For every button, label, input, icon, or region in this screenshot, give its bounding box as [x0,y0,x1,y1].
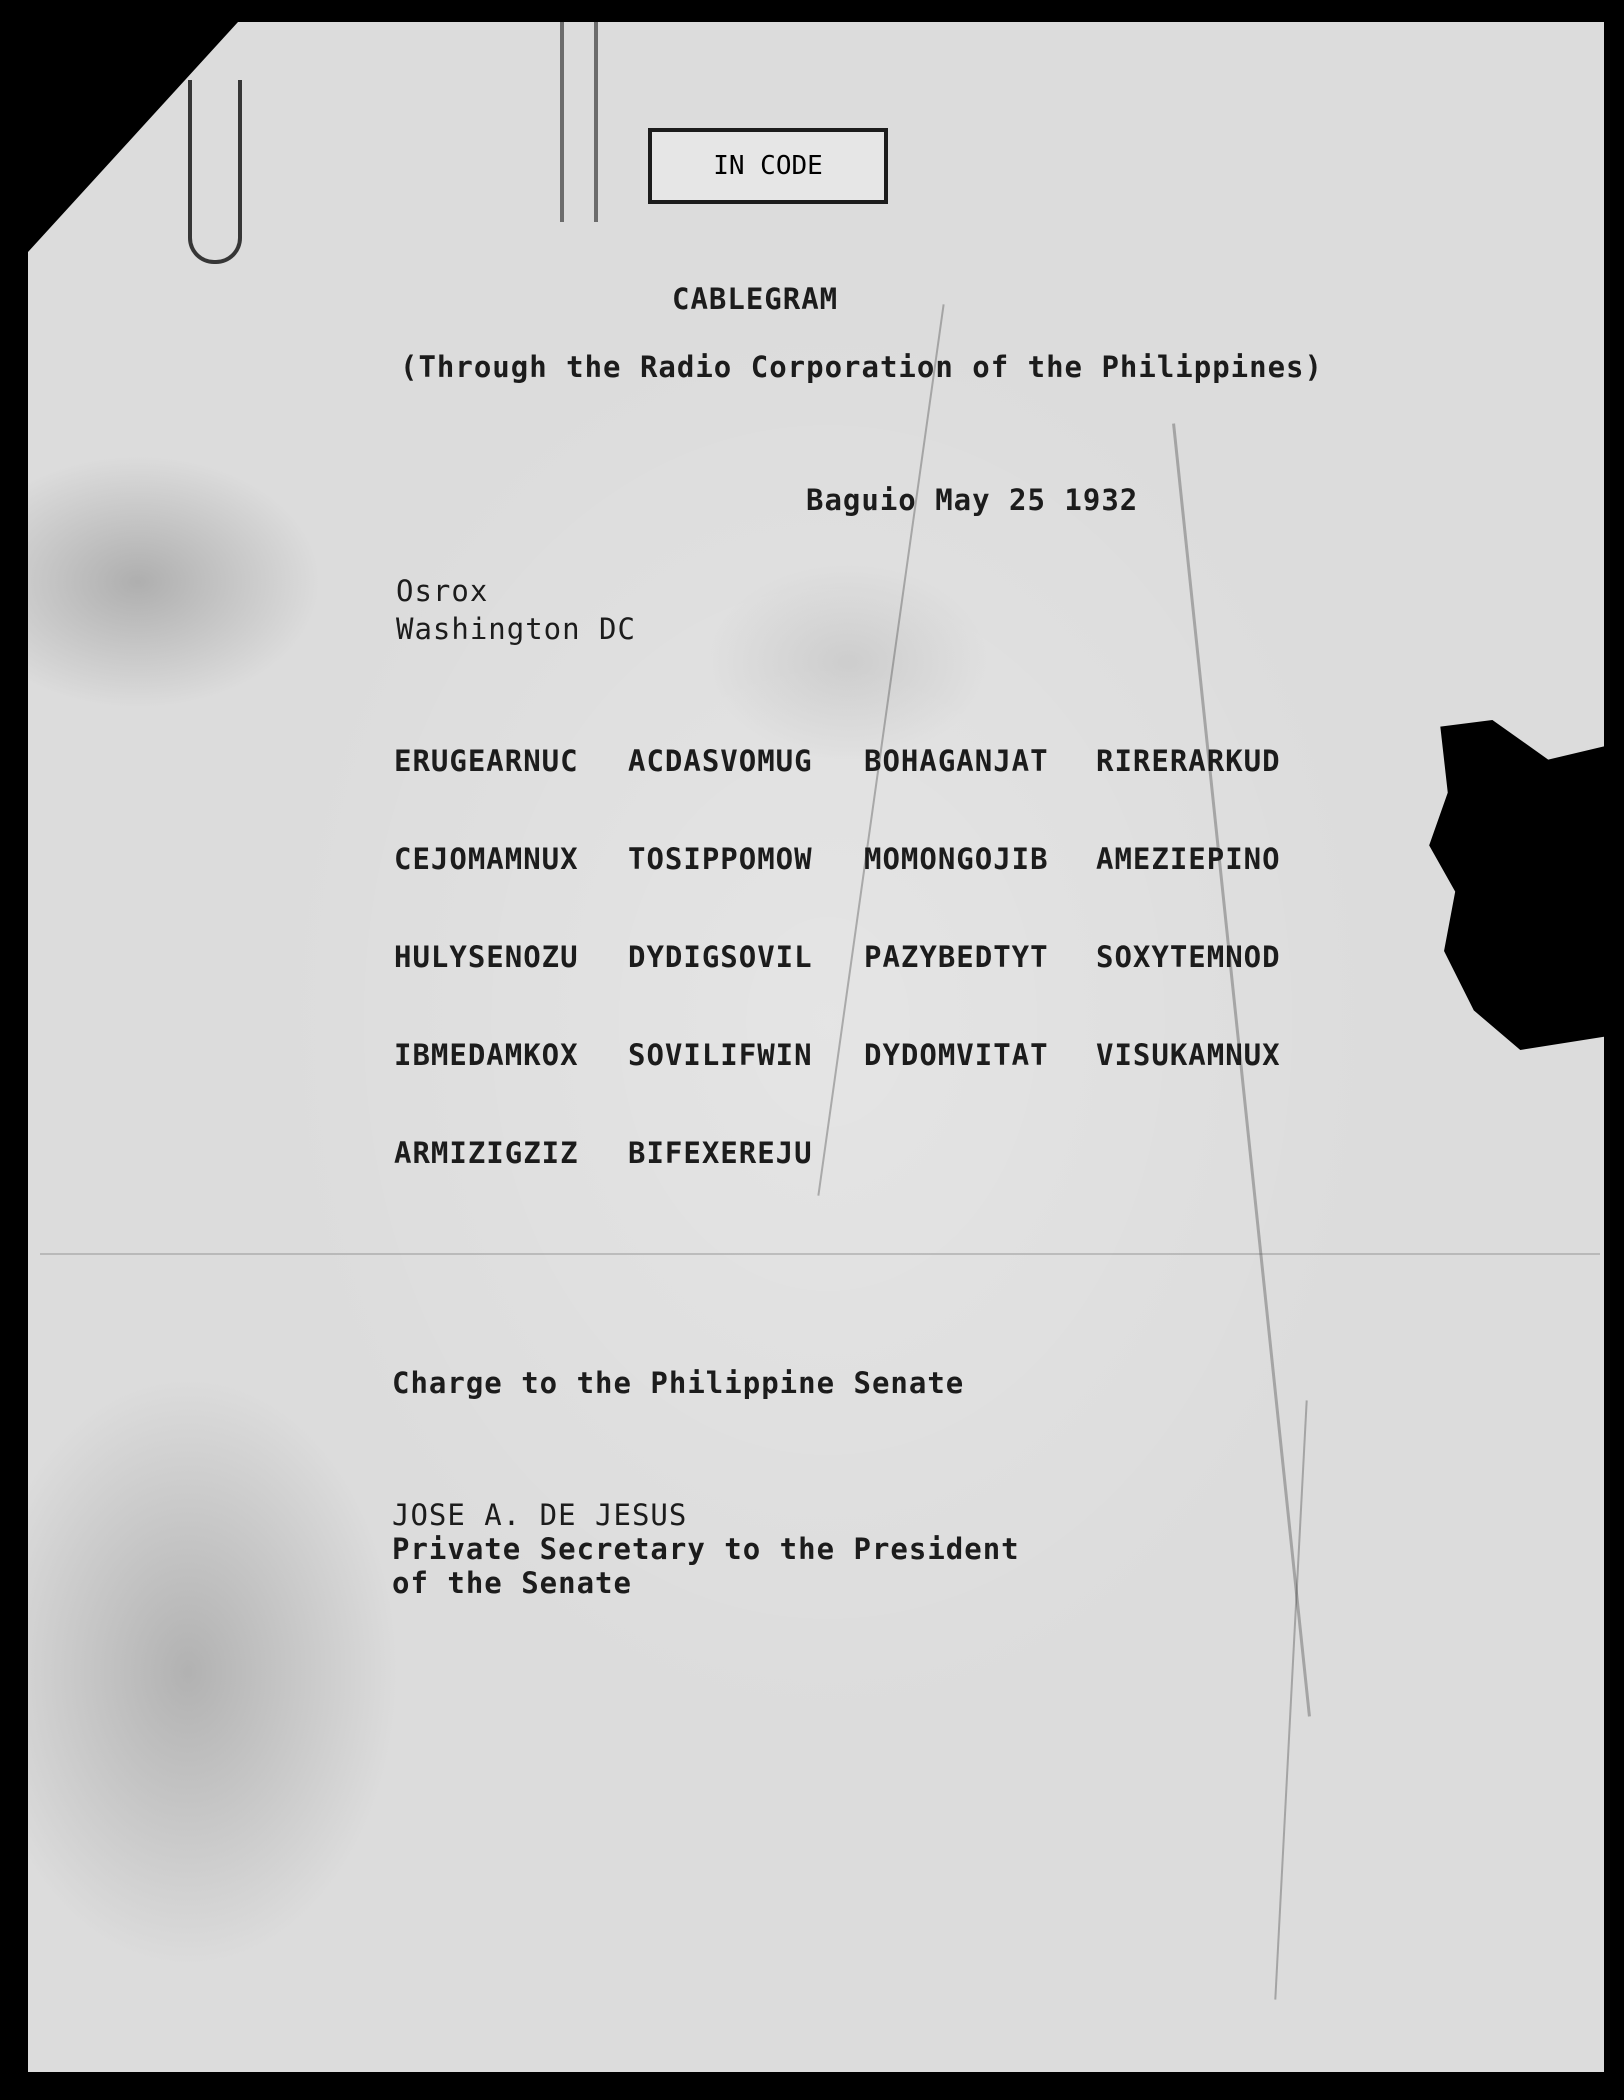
paper-clip-mark-2 [560,22,598,222]
code-group: ARMIZIGZIZ [394,1136,579,1170]
code-group: HULYSENOZU [394,940,579,974]
code-group: ERUGEARNUC [394,744,579,778]
code-group: DYDIGSOVIL [628,940,813,974]
stamp-text: IN CODE [713,151,823,181]
fold-line [40,1253,1600,1255]
addressee-name: Osrox [396,574,489,608]
signature-name: JOSE A. DE JESUS [392,1498,688,1532]
code-group: VISUKAMNUX [1096,1038,1281,1072]
code-group: SOVILIFWIN [628,1038,813,1072]
document-title: CABLEGRAM [672,282,839,316]
code-group: AMEZIEPINO [1096,842,1281,876]
code-group: CEJOMAMNUX [394,842,579,876]
code-group: ACDASVOMUG [628,744,813,778]
code-group: TOSIPPOMOW [628,842,813,876]
code-group: DYDOMVITAT [864,1038,1049,1072]
paper-clip-mark [188,80,242,264]
addressee-location: Washington DC [396,612,636,646]
document-page [28,22,1604,2072]
signature-title-line2: of the Senate [392,1566,632,1600]
charge-line: Charge to the Philippine Senate [392,1366,965,1400]
document-subtitle: (Through the Radio Corporation of the Philippines) [400,350,1323,384]
code-group: PAZYBEDTYT [864,940,1049,974]
code-group: BIFEXEREJU [628,1136,813,1170]
code-group: SOXYTEMNOD [1096,940,1281,974]
code-group: IBMEDAMKOX [394,1038,579,1072]
dateline: Baguio May 25 1932 [806,483,1139,517]
code-group: BOHAGANJAT [864,744,1049,778]
in-code-stamp [648,128,888,204]
code-group: MOMONGOJIB [864,842,1049,876]
signature-title-line1: Private Secretary to the President [392,1532,1020,1566]
code-group: RIRERARKUD [1096,744,1281,778]
